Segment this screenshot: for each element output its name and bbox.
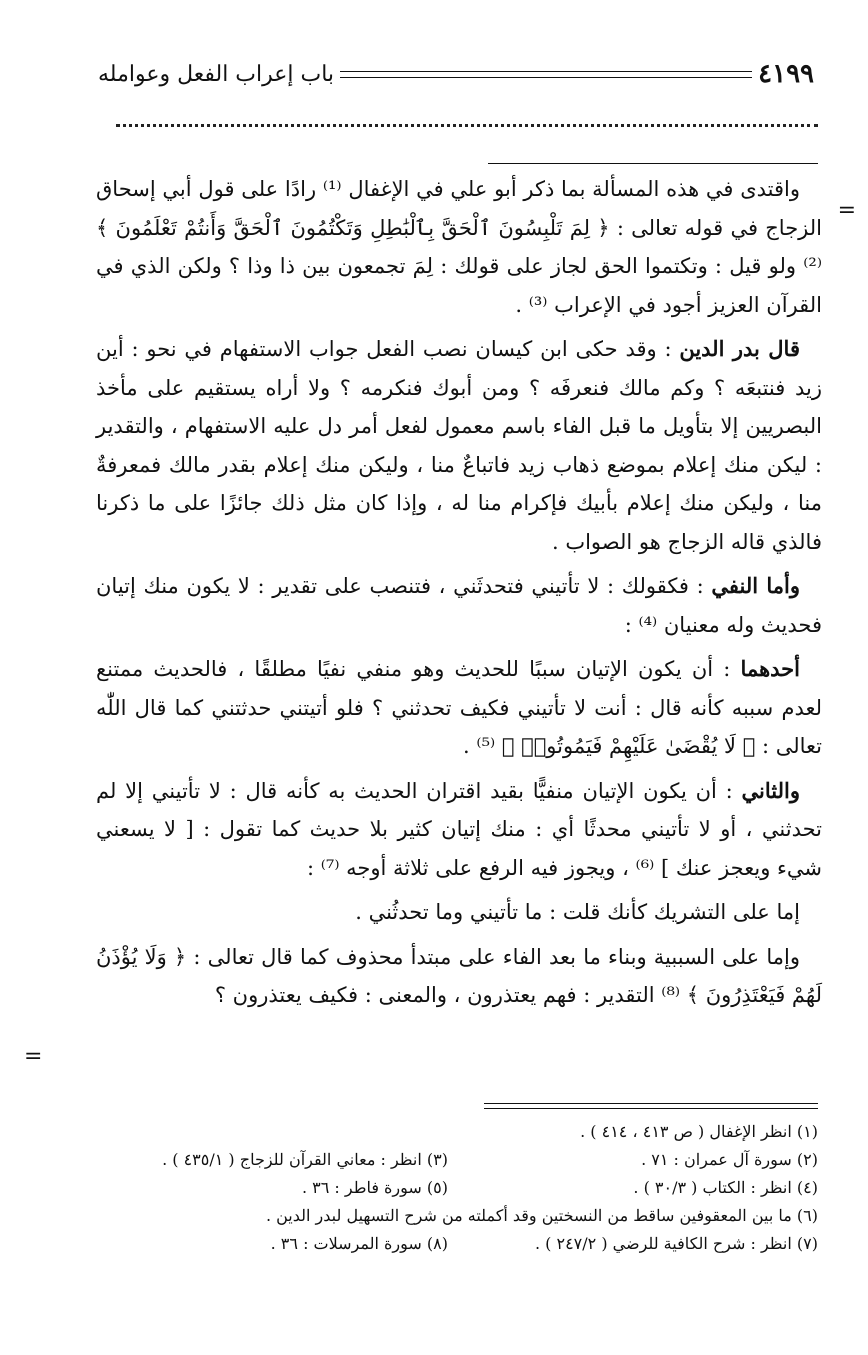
paragraph-text: وإما على السببية وبناء ما بعد الفاء على مبتدأ محذوف كما قال تعالى : ﴿ وَلَا يُؤْذَنُ لَهُمْ فَيَعْتَذِرُونَ ﴾ ⁽⁸⁾ التقدير : فهم يعتذرون ، والمعنى : فكيف يعتذرون ؟ — [96, 944, 822, 1007]
footnote-row — [110, 1146, 818, 1174]
paragraph-text: إما على التشريك كأنك قلت : ما تأتيني وما تحدثُني . — [355, 900, 800, 924]
paragraph-text: : فكقولك : لا تأتيني فتحدثَني ، فتنصب على تقدير : لا يكون منك إتيان فحديث وله معنيان ⁽⁴⁾ : — [96, 574, 822, 637]
paragraph-lead: أحدهما — [740, 656, 800, 681]
footnote-empty — [110, 1202, 266, 1230]
header-double-rule — [340, 71, 752, 78]
paragraph-text: : أن يكون الإتيان سببًا للحديث وهو منفي نفيًا مطلقًا ، فالحديث ممتنع لعدم سببه كأنه قال : أنت لا تأتيني فكيف تحدثني ؟ فلو أتيتني حدثتني كما قال اللّٰه تعالى : ﴿ لَا يُقْضَىٰ عَلَيْهِمْ فَيَمُوتُوا۟ ﴾ ⁽⁵⁾ . — [96, 657, 822, 758]
footnote-row — [110, 1202, 818, 1230]
footnote-row — [110, 1118, 818, 1146]
paragraph-2 — [96, 330, 822, 561]
paragraph-lead: قال بدر الدين — [679, 336, 800, 361]
paragraph-text: : أن يكون الإتيان منفيًّا بقيد اقتران الحديث به كأنه قال : لا تأتيني إلا لم تحدثني ، أو لا تأتيني محدثًا أي : منك إتيان كثير بلا حديث كما تقول : [ لا يسعني شيء ويعجز عنك ] ⁽⁶⁾ ، ويجوز فيه الرفع على ثلاثة أوجه ⁽⁷⁾ : — [96, 778, 822, 880]
paragraph-7 — [96, 938, 822, 1015]
footnote-2: (٢) سورة آل عمران : ٧١ . — [641, 1150, 818, 1169]
footnotes — [110, 1118, 818, 1258]
page-number: ٤١٩٩ — [758, 59, 814, 89]
continuation-mark-bottom: = — [24, 1044, 43, 1069]
paragraph-lead: وأما النفي — [711, 573, 800, 598]
footnote-3: (٣) انظر : معاني القرآن للزجاج ( ٤٣٥/١ ) . — [162, 1150, 448, 1169]
paragraph-3 — [96, 567, 822, 644]
continuation-mark-top: = — [837, 198, 856, 223]
dotted-separator — [116, 124, 818, 127]
text-start-rule — [488, 163, 818, 164]
paragraph-lead: والثاني — [741, 777, 800, 803]
footnote-1: (١) انظر الإغفال ( ص ٤١٣ ، ٤١٤ ) . — [580, 1122, 818, 1141]
paragraph-text: واقتدى في هذه المسألة بما ذكر أبو علي في الإغفال ⁽¹⁾ رادًا على قول أبي إسحاق الزجاج في قوله تعالى : ﴿ لِمَ تَلْبِسُونَ ٱلْحَقَّ بِٱلْبَٰطِلِ وَتَكْتُمُونَ ٱلْحَقَّ وَأَنتُمْ تَعْلَمُونَ ﴾ ⁽²⁾ ولو قيل : وتكتموا الحق لجاز على قولك : لِمَ تجمعون بين ذا وذا ؟ ولكن الذي في القرآن العزيز أجود في الإعراب ⁽³⁾ . — [96, 177, 822, 317]
footnote-row — [110, 1174, 818, 1202]
footnote-8: (٨) سورة المرسلات : ٣٦ . — [270, 1234, 448, 1253]
footnote-empty — [110, 1118, 448, 1146]
paragraph-6 — [96, 893, 822, 932]
paragraph-1 — [96, 170, 822, 324]
footnote-4: (٤) انظر : الكتاب ( ٣٠/٣ ) . — [633, 1178, 818, 1197]
paragraph-5 — [96, 772, 822, 888]
footnote-rule-second — [484, 1108, 818, 1109]
footnote-rule — [484, 1103, 818, 1104]
footnote-6: (٦) ما بين المعقوفين ساقط من النسختين وقد أكملته من شرح التسهيل لبدر الدين . — [265, 1206, 818, 1225]
footnote-5: (٥) سورة فاطر : ٣٦ . — [301, 1178, 448, 1197]
body-text — [96, 170, 822, 1021]
chapter-title: باب إعراب الفعل وعوامله — [98, 61, 335, 87]
footnote-7: (٧) انظر : شرح الكافية للرضي ( ٢٤٧/٢ ) . — [534, 1234, 818, 1253]
paragraph-text: : وقد حكى ابن كيسان نصب الفعل جواب الاستفهام في نحو : أين زيد فنتبعَه ؟ وكم مالك فنعرفَه ؟ ومن أبوك فنكرمه ؟ ولا أراه يستقيم على مأخذ البصريين إلا بتأويل ما قبل الفاء باسم معمول لفعل أمر دل عليه الاستفهام ، والتقدير : ليكن منك إعلام بموضع ذهاب زيد فاتباعٌ منا ، وليكن منك إعلام بقدر مالك فمعرفةٌ منا ، وليكن منك إعلام بأبيك فإكرام منا له ، وإذا كان مثل ذلك جائزًا على ما ذكرنا فالذي قاله الزجاج هو الصواب . — [96, 337, 822, 554]
running-header — [88, 52, 818, 96]
footnote-row — [110, 1230, 818, 1258]
paragraph-4 — [96, 650, 822, 766]
